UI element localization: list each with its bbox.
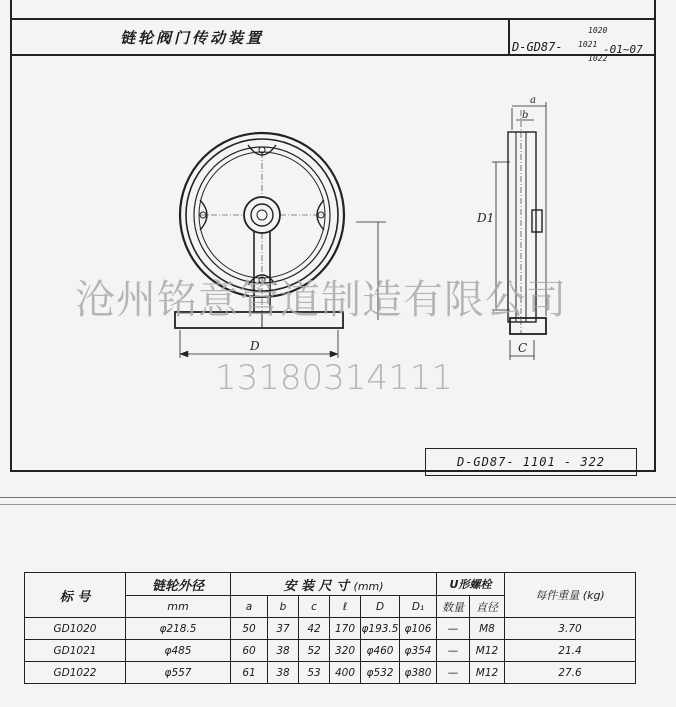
cell-qty: — [437, 618, 470, 640]
table-row [25, 618, 636, 640]
cell-b: 38 [268, 640, 299, 662]
col-D: D [361, 596, 400, 618]
cell-l: 320 [330, 640, 361, 662]
watermark-phone: 13180314111 [215, 358, 453, 398]
cell-a: 61 [231, 662, 268, 684]
cell-qty: — [437, 640, 470, 662]
cell-part: GD1020 [25, 618, 126, 640]
cell-D: φ460 [361, 640, 400, 662]
dim-label-b: b [522, 110, 529, 121]
cell-D1: φ354 [400, 640, 437, 662]
header-u-bolt-qty: 数量 [437, 596, 470, 618]
code-suffix: -01~07 [603, 43, 643, 56]
cell-dia: M12 [470, 640, 505, 662]
cell-dia: M8 [470, 618, 505, 640]
dim-label-a: a [530, 95, 536, 106]
cell-outer: φ218.5 [126, 618, 231, 640]
col-b: b [268, 596, 299, 618]
dim-label-D: D [250, 339, 260, 353]
cell-c: 53 [299, 662, 330, 684]
table-row [25, 640, 636, 662]
cell-weight: 21.4 [505, 640, 636, 662]
drawing-title: 链轮阀门传动装置 [120, 29, 265, 47]
code-prefix: D-GD87- [512, 40, 563, 54]
header-u-bolt-dia: 直径 [470, 596, 505, 618]
dim-label-c: C [518, 341, 528, 355]
header-part-no: 标 号 [25, 573, 126, 618]
header-u-bolt: U形螺栓 [437, 573, 505, 596]
cell-D: φ193.5 [361, 618, 400, 640]
code-variant-top: 1020 [588, 26, 608, 35]
cell-D1: φ106 [400, 618, 437, 640]
cell-D: φ532 [361, 662, 400, 684]
cell-l: 400 [330, 662, 361, 684]
header-outer-dia-unit: mm [126, 596, 231, 618]
cell-weight: 3.70 [505, 618, 636, 640]
install-dims-label: 安 装 尺 寸 [283, 578, 350, 594]
code-variant-mid: 1021 [578, 40, 598, 49]
cell-qty: — [437, 662, 470, 684]
cell-c: 42 [299, 618, 330, 640]
code-variant-bottom: 1022 [588, 54, 608, 63]
cell-c: 52 [299, 640, 330, 662]
watermark-company: 沧州铭意管道制造有限公司 [75, 277, 567, 323]
cell-b: 37 [268, 618, 299, 640]
cell-D1: φ380 [400, 662, 437, 684]
dim-label-D1: D1 [477, 211, 495, 225]
cell-a: 50 [231, 618, 268, 640]
drawing-code-box: D-GD87- 1101 - 322 [425, 448, 637, 476]
col-c: c [299, 596, 330, 618]
cell-dia: M12 [470, 662, 505, 684]
cell-outer: φ557 [126, 662, 231, 684]
page-separator [0, 497, 676, 498]
header-outer-dia: 链轮外径 [126, 573, 231, 596]
cell-a: 60 [231, 640, 268, 662]
col-D1: D₁ [400, 596, 437, 618]
cell-weight: 27.6 [505, 662, 636, 684]
cell-part: GD1021 [25, 640, 126, 662]
table-row [25, 662, 636, 684]
cell-part: GD1022 [25, 662, 126, 684]
header-weight: 每件重量 (kg) [505, 573, 636, 618]
cell-l: 170 [330, 618, 361, 640]
install-dims-unit: (mm) [353, 579, 384, 593]
page-separator-thin [0, 504, 676, 505]
cell-outer: φ485 [126, 640, 231, 662]
spec-table [24, 572, 636, 684]
col-a: a [231, 596, 268, 618]
col-l: ℓ [330, 596, 361, 618]
header-install-dims [231, 573, 437, 596]
cell-b: 38 [268, 662, 299, 684]
